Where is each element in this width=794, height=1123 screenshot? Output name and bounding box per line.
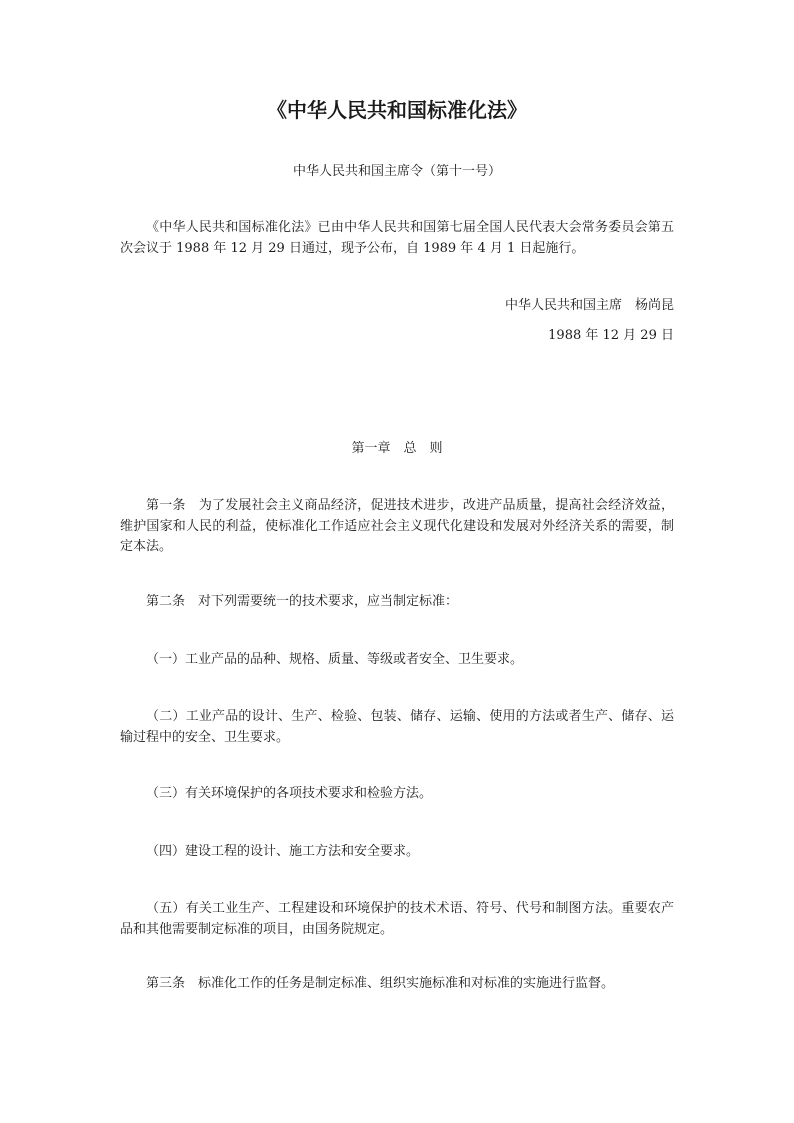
text-line: 第二条 对下列需要统一的技术要求，应当制定标准：	[146, 594, 459, 609]
article-1	[120, 496, 674, 558]
item-3	[120, 784, 674, 805]
text-line: （二）工业产品的设计、生产、检验、包装、储存、运输、使用的方法或者生产、储存、运	[146, 709, 674, 724]
chapter-heading: 第一章 总 则	[351, 441, 443, 456]
text-line: （三）有关环境保护的各项技术要求和检验方法。	[146, 786, 433, 801]
article-2	[120, 592, 674, 613]
text-line: 品和其他需要制定标准的项目，由国务院规定。	[120, 921, 394, 937]
text-line: （五）有关工业生产、工程建设和环境保护的技术术语、符号、代号和制图方法。重要农产	[146, 901, 674, 916]
document-title: 《中华人民共和国标准化法》	[267, 98, 527, 122]
preamble-paragraph	[120, 218, 674, 259]
item-5	[120, 899, 674, 940]
text-line: 第一条 为了发展社会主义商品经济，促进技术进步，改进产品质量，提高社会经济效益，	[146, 498, 674, 513]
item-2	[120, 707, 674, 748]
text-line: 《中华人民共和国标准化法》已由中华人民共和国第七届全国人民代表大会常务委员会第五	[146, 220, 674, 235]
item-4	[120, 842, 674, 863]
signature: 中华人民共和国主席 杨尚昆	[504, 298, 674, 313]
item-1	[120, 650, 674, 671]
article-3	[120, 974, 674, 995]
decree-line: 中华人民共和国主席令（第十一号）	[292, 164, 501, 179]
text-line: 第三条 标准化工作的任务是制定标准、组织实施标准和对标准的实施进行监督。	[146, 976, 615, 991]
text-line: 输过程中的安全、卫生要求。	[120, 729, 290, 745]
text-line: 维护国家和人民的利益，使标准化工作适应社会主义现代化建设和发展对外经济关系的需要，制	[120, 518, 674, 534]
text-line: （一）工业产品的品种、规格、质量、等级或者安全、卫生要求。	[146, 652, 524, 667]
text-line: 次会议于 1988 年 12 月 29 日通过，现予公布，自 1989 年 4 月 1 日起施行。	[120, 240, 585, 256]
signing-date: 1988 年 12 月 29 日	[548, 328, 674, 343]
text-line: 定本法。	[120, 539, 173, 554]
text-line: （四）建设工程的设计、施工方法和安全要求。	[146, 844, 420, 859]
